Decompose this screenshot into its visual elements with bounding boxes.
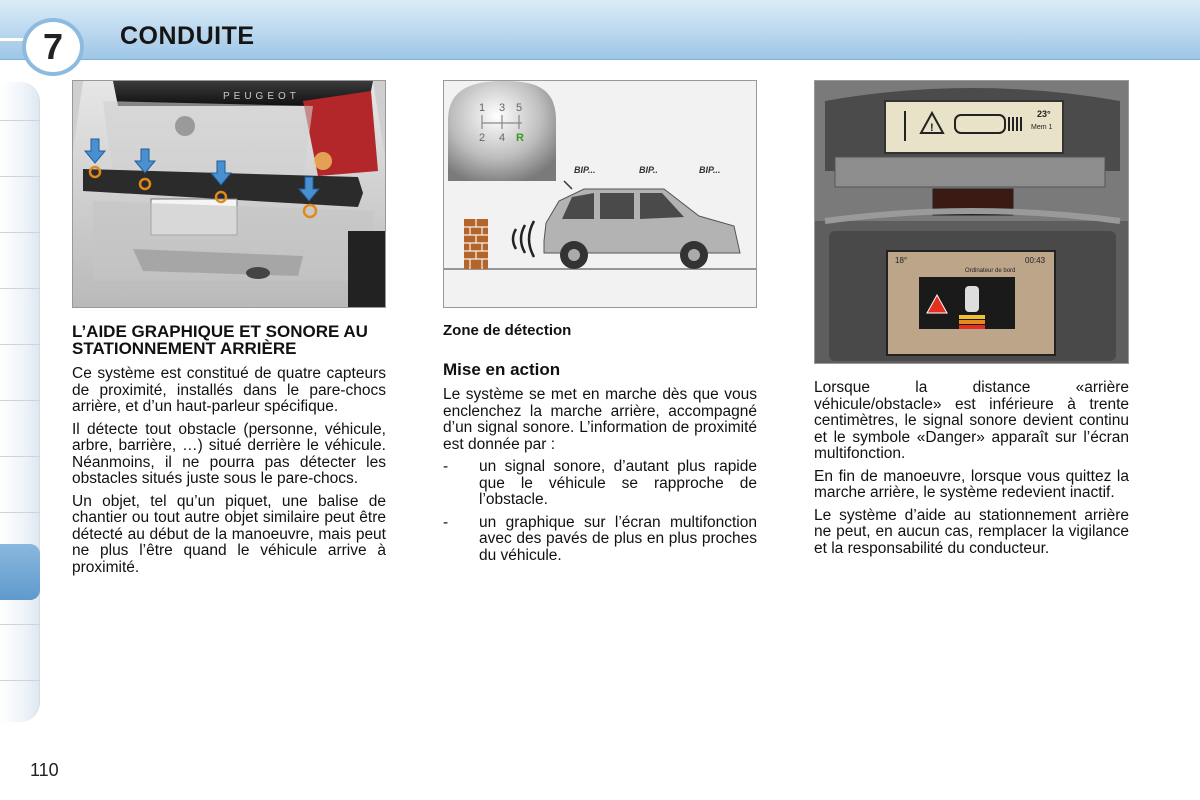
brick-wall: [464, 219, 488, 269]
detection-zone-illustration: [443, 80, 757, 308]
beep-label: BIP..: [639, 165, 658, 175]
multifunction-screen-svg: [815, 81, 1129, 364]
detection-zone-svg: [444, 81, 757, 308]
bullet-dash: -: [443, 513, 449, 531]
list-item: [443, 459, 757, 509]
beep-label: BIP...: [699, 165, 721, 175]
lion-logo: [175, 116, 195, 136]
side-tab-divider: [0, 120, 40, 121]
side-tab-divider: [0, 344, 40, 345]
paragraph: Un objet, tel qu’un piquet, une balise de chantier ou tout autre objet similaire peut être détecté au début de la manoeuvre, mais peut ne plus l’être quand le véhicule arrive à proximité.: [72, 492, 386, 576]
lower-temperature: 18°: [895, 256, 908, 265]
page-number: 110: [30, 760, 59, 780]
rear-bumper-svg: [73, 81, 386, 308]
paragraph: Le système se met en marche dès que vous enclenchez la marche arrière, accompagné d’un signal sonore. L’information de proximité est donnée par :: [443, 386, 757, 453]
beep-label: BIP...: [574, 165, 596, 175]
bullet-text: un graphique sur l’écran multifonction avec des pavés de plus en plus proches du véhicule.: [479, 513, 757, 564]
lower-display-title: Ordinateur de bord: [965, 268, 1016, 274]
side-tab-divider: [0, 176, 40, 177]
gear-label: 3: [499, 102, 506, 114]
chapter-side-tabs: [0, 82, 40, 722]
rear-wheel: [348, 231, 386, 308]
bullet-dash: -: [443, 458, 449, 475]
column-activation: [443, 323, 757, 570]
paragraph: Lorsque la distance «arrière véhicule/obstacle» est inférieure à trente centimètres, le signal sonore devient continu et le symbole «Danger» apparaît sur l’écran multifonction.: [814, 379, 1129, 462]
column-intro: [72, 323, 386, 582]
gear-label: 4: [499, 132, 506, 144]
brand-text: PEUGEOT: [223, 91, 300, 102]
lower-time: 00:43: [1025, 256, 1046, 265]
subsection-title: Mise en action: [443, 359, 561, 379]
gear-knob: [448, 81, 556, 181]
rear-bumper-sensors-illustration: [72, 80, 386, 308]
chapter-number-badge: [22, 18, 84, 76]
side-tab-divider: [0, 680, 40, 681]
list-item: [443, 515, 757, 565]
side-tab-divider: [0, 624, 40, 625]
gear-label-reverse: R: [516, 132, 524, 144]
vehicle-icon: [965, 286, 979, 312]
top-mode: Mem 1: [1031, 124, 1053, 131]
side-tab-divider: [0, 288, 40, 289]
top-temperature: 23°: [1037, 109, 1051, 119]
paragraph: En fin de manoeuvre, lorsque vous quittez la marche arrière, le système redevient inactif.: [814, 467, 1129, 501]
exhaust-pipe: [246, 267, 270, 279]
gear-label: 5: [516, 102, 523, 114]
svg-text:!: !: [930, 122, 934, 134]
paragraph: Le système d’aide au stationnement arrière ne peut, en aucun cas, remplacer la vigilance et la responsabilité du conducteur.: [814, 506, 1129, 557]
side-tab-divider: [0, 456, 40, 457]
side-tab-divider: [0, 400, 40, 401]
side-tab-divider: [0, 512, 40, 513]
page-title: CONDUITE: [120, 22, 255, 50]
multifunction-screen-photo: [814, 80, 1129, 364]
section-title: L’AIDE GRAPHIQUE ET SONORE AU STATIONNEMENT ARRIÈRE: [72, 322, 368, 358]
chapter-number: 7: [42, 26, 64, 67]
paragraph: Ce système est constitué de quatre capteurs de proximité, installés dans le pare-chocs arrière, et d’un haut-parleur spécifique.: [72, 365, 386, 415]
gear-label: 1: [479, 102, 486, 114]
side-tab-active-chapter: [0, 544, 40, 600]
gear-label: 2: [479, 132, 486, 144]
side-tab-divider: [0, 232, 40, 233]
figure-caption: Zone de détection: [443, 322, 572, 339]
column-danger-info: [814, 380, 1129, 563]
paragraph: Il détecte tout obstacle (personne, véhicule, arbre, barrière, …) situé derrière le véhicule. Néanmoins, il ne pourra pas détecter les obstacles situés juste sous le pare-chocs.: [72, 420, 386, 487]
bullet-text: un signal sonore, d’autant plus rapide que le véhicule se rapproche de l’obstacle.: [479, 458, 757, 508]
